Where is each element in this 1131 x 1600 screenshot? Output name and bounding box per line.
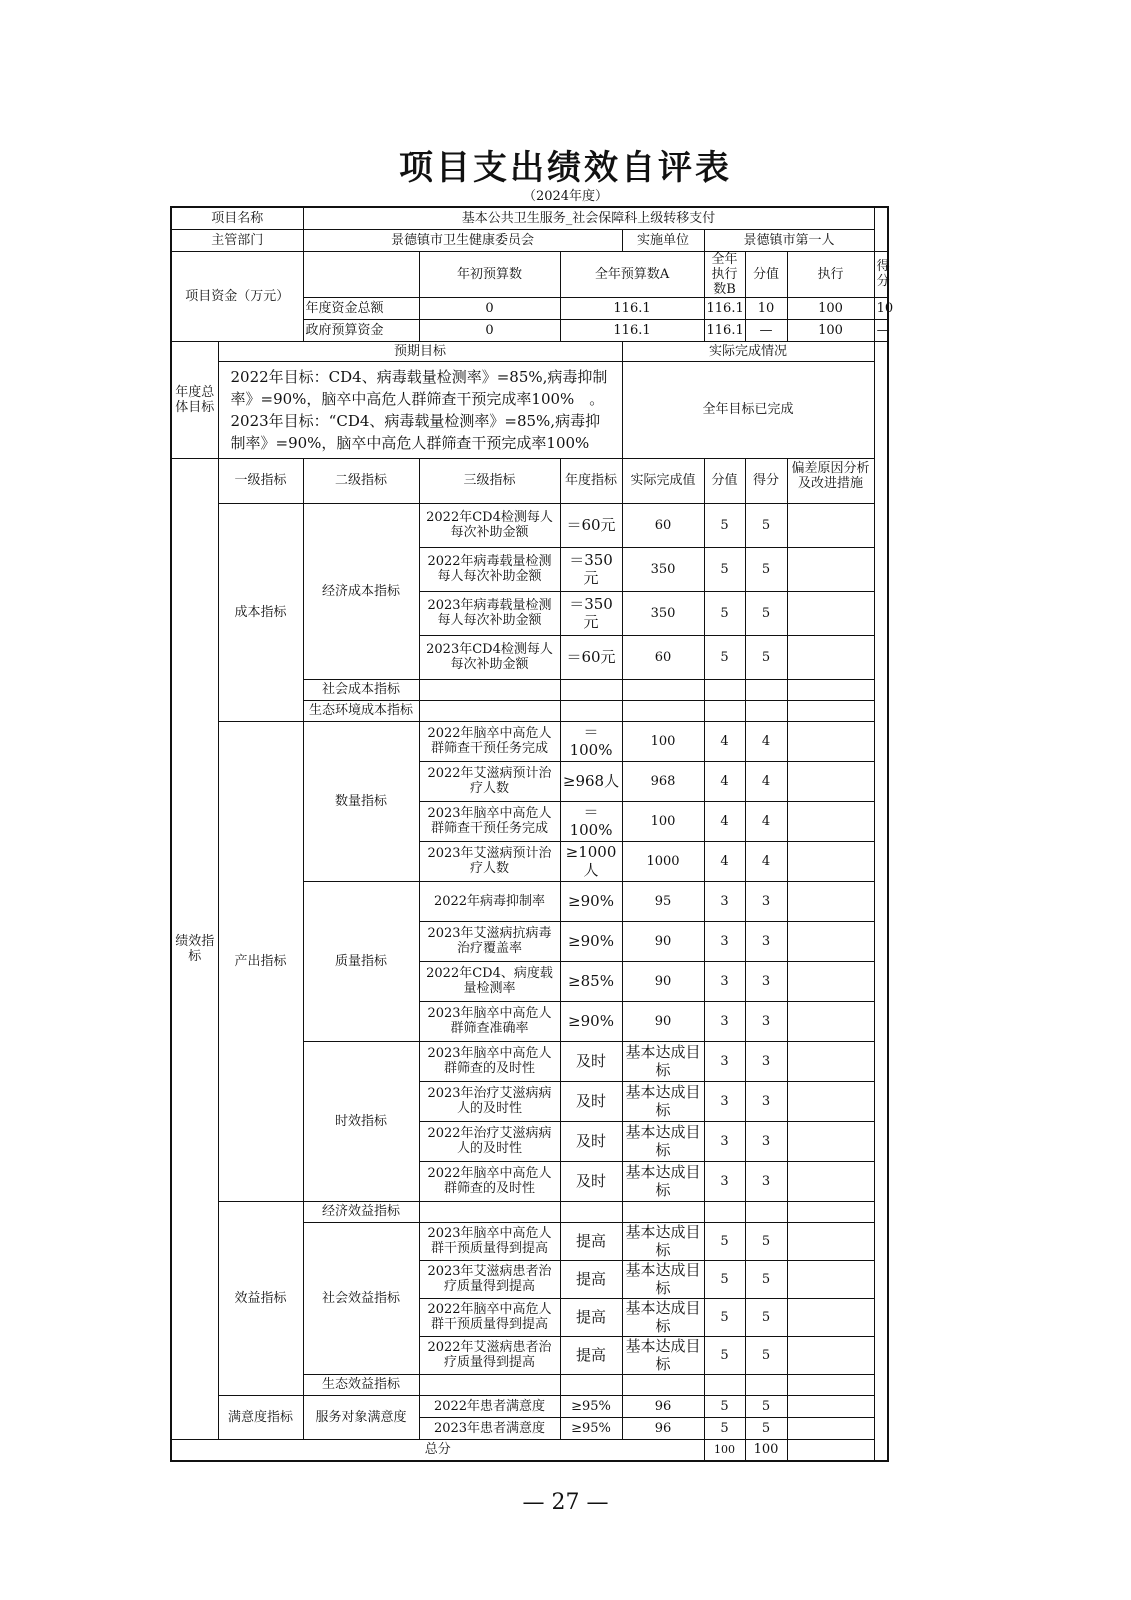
total-score: 100 — [745, 1439, 787, 1461]
score: 4 — [745, 721, 787, 761]
header-actual: 实际完成值 — [622, 458, 704, 503]
annual-target: ＝100% — [560, 801, 622, 841]
empty-cell — [419, 679, 560, 700]
level3-indicator: 2023年脑卒中高危人群干预质量得到提高 — [419, 1222, 560, 1260]
score: 3 — [745, 961, 787, 1001]
actual-value: 350 — [622, 591, 704, 635]
score-value: 3 — [704, 1121, 745, 1161]
score: 3 — [745, 1081, 787, 1121]
actual-value: 90 — [622, 961, 704, 1001]
actual-value: 350 — [622, 547, 704, 591]
score: 3 — [745, 1041, 787, 1081]
dept-value: 景德镇市卫生健康委员会 — [303, 229, 622, 251]
empty-cell — [704, 1201, 745, 1222]
empty-cell — [704, 1374, 745, 1395]
deviation-analysis — [787, 1001, 874, 1041]
actual-value: 基本达成目标 — [622, 1161, 704, 1201]
funds-initial: 0 — [419, 319, 560, 341]
performance-label: 绩效指标 — [171, 458, 218, 1439]
level3-indicator: 2022年患者满意度 — [419, 1395, 560, 1417]
level3-indicator: 2023年治疗艾滋病病人的及时性 — [419, 1081, 560, 1121]
annual-target: 提高 — [560, 1260, 622, 1298]
score: 4 — [745, 841, 787, 881]
empty-cell — [560, 1201, 622, 1222]
score-value: 5 — [704, 503, 745, 547]
level2-indicator: 经济效益指标 — [303, 1201, 419, 1222]
deviation-analysis — [787, 635, 874, 679]
level3-indicator: 2023年病毒载量检测每人每次补助金额 — [419, 591, 560, 635]
deviation-analysis — [787, 921, 874, 961]
empty-cell — [745, 1374, 787, 1395]
score-value: 4 — [704, 721, 745, 761]
score: 5 — [745, 1417, 787, 1439]
deviation-analysis — [787, 1222, 874, 1260]
deviation-analysis — [787, 1260, 874, 1298]
empty-indicator-row — [171, 1201, 888, 1222]
actual-value: 100 — [622, 721, 704, 761]
empty-cell — [787, 679, 874, 700]
deviation-analysis — [787, 1041, 874, 1081]
actual-value: 基本达成目标 — [622, 1081, 704, 1121]
score-value: 3 — [704, 1081, 745, 1121]
annual-target: ＝60元 — [560, 503, 622, 547]
annual-target: 及时 — [560, 1121, 622, 1161]
score-value: 5 — [704, 547, 745, 591]
level3-indicator: 2023年脑卒中高危人群筛查的及时性 — [419, 1041, 560, 1081]
funds-header-initial: 年初预算数 — [419, 251, 560, 297]
score: 5 — [745, 1298, 787, 1336]
level3-indicator: 2023年CD4检测每人每次补助金额 — [419, 635, 560, 679]
level1-indicator: 成本指标 — [218, 503, 303, 721]
score-value: 5 — [704, 1298, 745, 1336]
score: 5 — [745, 1336, 787, 1374]
actual-value: 90 — [622, 1001, 704, 1041]
actual-value: 基本达成目标 — [622, 1041, 704, 1081]
actual-value: 60 — [622, 635, 704, 679]
score: 5 — [745, 591, 787, 635]
score-value: 5 — [704, 635, 745, 679]
deviation-analysis — [787, 1336, 874, 1374]
annual-target: ≥95% — [560, 1417, 622, 1439]
table-row — [171, 503, 888, 547]
level3-indicator: 2023年脑卒中高危人群筛查干预任务完成 — [419, 801, 560, 841]
header-level3: 三级指标 — [419, 458, 560, 503]
level3-indicator: 2022年脑卒中高危人群筛查的及时性 — [419, 1161, 560, 1201]
funds-header-executed: 全年执行数B — [704, 251, 745, 297]
header-level2: 二级指标 — [303, 458, 419, 503]
funds-row-label: 政府预算资金 — [303, 319, 419, 341]
score: 5 — [745, 1222, 787, 1260]
funds-budget: 116.1 — [560, 319, 704, 341]
deviation-analysis — [787, 503, 874, 547]
deviation-analysis — [787, 547, 874, 591]
score: 4 — [745, 801, 787, 841]
actual-value: 968 — [622, 761, 704, 801]
empty-cell — [704, 679, 745, 700]
annual-target: 及时 — [560, 1081, 622, 1121]
header-score: 得分 — [745, 458, 787, 503]
funds-score: 10 — [874, 297, 888, 319]
deviation-analysis — [787, 1161, 874, 1201]
empty-cell — [622, 1374, 704, 1395]
level3-indicator: 2023年艾滋病抗病毒治疗覆盖率 — [419, 921, 560, 961]
score: 3 — [745, 881, 787, 921]
score-value: 3 — [704, 1161, 745, 1201]
empty-cell — [622, 1201, 704, 1222]
score: 3 — [745, 1001, 787, 1041]
score-value: 5 — [704, 1336, 745, 1374]
annual-target: ≥90% — [560, 921, 622, 961]
score-value: 4 — [704, 801, 745, 841]
funds-label: 项目资金（万元） — [171, 251, 303, 341]
funds-score: — — [874, 319, 888, 341]
score-value: 5 — [704, 1417, 745, 1439]
empty-cell — [787, 1374, 874, 1395]
header-level1: 一级指标 — [218, 458, 303, 503]
actual-result-label: 实际完成情况 — [622, 341, 874, 361]
annual-target: ≥90% — [560, 1001, 622, 1041]
score: 3 — [745, 921, 787, 961]
total-label: 总分 — [171, 1439, 704, 1461]
annual-target: 及时 — [560, 1161, 622, 1201]
score: 3 — [745, 1161, 787, 1201]
level2-indicator: 数量指标 — [303, 721, 419, 881]
total-value: 100 — [704, 1439, 745, 1461]
level2-indicator: 生态效益指标 — [303, 1374, 419, 1395]
score-value: 3 — [704, 921, 745, 961]
impl-value: 景德镇市第一人 — [704, 229, 874, 251]
annual-target: ＝350元 — [560, 547, 622, 591]
annual-target: ＝350元 — [560, 591, 622, 635]
score: 5 — [745, 547, 787, 591]
deviation-analysis — [787, 1417, 874, 1439]
level1-indicator: 效益指标 — [218, 1201, 303, 1395]
level2-indicator: 服务对象满意度 — [303, 1395, 419, 1439]
total-row — [171, 1439, 888, 1461]
empty-cell — [622, 700, 704, 721]
funds-row-label: 年度资金总额 — [303, 297, 419, 319]
annual-target: 提高 — [560, 1222, 622, 1260]
level3-indicator: 2023年患者满意度 — [419, 1417, 560, 1439]
total-deviation — [787, 1439, 874, 1461]
funds-header-budget: 全年预算数A — [560, 251, 704, 297]
annual-target: ≥95% — [560, 1395, 622, 1417]
level3-indicator: 2022年CD4检测每人每次补助金额 — [419, 503, 560, 547]
project-name-label: 项目名称 — [171, 207, 303, 229]
funds-exec-rate: 100 — [787, 319, 874, 341]
header-deviation: 偏差原因分析及改进措施 — [791, 460, 870, 491]
actual-value: 90 — [622, 921, 704, 961]
score-value: 3 — [704, 881, 745, 921]
deviation-analysis — [787, 761, 874, 801]
level3-indicator: 2023年脑卒中高危人群筛查准确率 — [419, 1001, 560, 1041]
funds-executed: 116.1 — [704, 297, 745, 319]
score-value: 4 — [704, 761, 745, 801]
annual-target: ≥968人 — [560, 761, 622, 801]
score-value: 4 — [704, 841, 745, 881]
score-value: 5 — [704, 1260, 745, 1298]
deviation-analysis — [787, 841, 874, 881]
actual-value: 96 — [622, 1395, 704, 1417]
level2-indicator: 社会成本指标 — [303, 679, 419, 700]
funds-executed: 116.1 — [704, 319, 745, 341]
actual-value: 基本达成目标 — [622, 1121, 704, 1161]
funds-header-score-value: 分值 — [745, 251, 787, 297]
report-year: （2024年度） — [522, 189, 609, 204]
score-value: 5 — [704, 1395, 745, 1417]
actual-value: 基本达成目标 — [622, 1260, 704, 1298]
annual-target: ≥90% — [560, 881, 622, 921]
level3-indicator: 2022年脑卒中高危人群筛查干预任务完成 — [419, 721, 560, 761]
empty-cell — [419, 1201, 560, 1222]
score-value: 3 — [704, 961, 745, 1001]
page-title: 项目支出绩效自评表 — [399, 148, 732, 188]
actual-value: 100 — [622, 801, 704, 841]
score: 4 — [745, 761, 787, 801]
actual-value: 基本达成目标 — [622, 1298, 704, 1336]
actual-value: 60 — [622, 503, 704, 547]
deviation-analysis — [787, 1121, 874, 1161]
empty-cell — [745, 679, 787, 700]
project-name: 基本公共卫生服务_社会保障科上级转移支付 — [303, 207, 874, 229]
actual-value: 95 — [622, 881, 704, 921]
header-value: 分值 — [704, 458, 745, 503]
score: 5 — [745, 635, 787, 679]
level1-indicator: 满意度指标 — [218, 1395, 303, 1439]
annual-target: ≥1000人 — [560, 841, 622, 881]
level2-indicator: 生态环境成本指标 — [303, 700, 419, 721]
empty-cell — [560, 679, 622, 700]
expected-goal-text: 2022年目标：CD4、病毒载量检测率》=85%,病毒抑制率》=90%，脑卒中高危人群筛查干预完成率100% 。 2023年目标：“CD4、病毒载量检测率》=85%,病毒抑制率》=90%，脑卒中高危人群筛查干预完成率100% — [230, 367, 627, 452]
empty-cell — [622, 679, 704, 700]
annual-target: 提高 — [560, 1298, 622, 1336]
empty-cell — [745, 1201, 787, 1222]
deviation-analysis — [787, 591, 874, 635]
deviation-analysis — [787, 1081, 874, 1121]
level2-indicator: 质量指标 — [303, 881, 419, 1041]
score-value: 3 — [704, 1001, 745, 1041]
level2-indicator: 经济成本指标 — [303, 503, 419, 679]
actual-value: 基本达成目标 — [622, 1222, 704, 1260]
level3-indicator: 2023年艾滋病患者治疗质量得到提高 — [419, 1260, 560, 1298]
empty-cell — [787, 1201, 874, 1222]
funds-header-score: 得分 — [874, 251, 888, 297]
score: 3 — [745, 1121, 787, 1161]
annual-target: ≥85% — [560, 961, 622, 1001]
page-number: — 27 — — [522, 1490, 609, 1515]
level3-indicator: 2022年病毒抑制率 — [419, 881, 560, 921]
level3-indicator: 2022年CD4、病度载量检测率 — [419, 961, 560, 1001]
score: 5 — [745, 1260, 787, 1298]
deviation-analysis — [787, 721, 874, 761]
empty-cell — [787, 700, 874, 721]
level2-indicator: 时效指标 — [303, 1041, 419, 1201]
score-value: 5 — [704, 1222, 745, 1260]
empty-cell — [704, 700, 745, 721]
dept-label: 主管部门 — [171, 229, 303, 251]
funds-exec-rate: 100 — [787, 297, 874, 319]
empty-cell — [419, 1374, 560, 1395]
annual-target: ＝100% — [560, 721, 622, 761]
annual-target: ＝60元 — [560, 635, 622, 679]
table-row — [171, 1395, 888, 1417]
goals-label: 年度总体目标 — [171, 341, 218, 458]
funds-initial: 0 — [419, 297, 560, 319]
score-value: 3 — [704, 1041, 745, 1081]
funds-header-exec-rate: 执行 — [787, 251, 874, 297]
level1-indicator: 产出指标 — [218, 721, 303, 1201]
funds-score-value: — — [745, 319, 787, 341]
annual-target: 及时 — [560, 1041, 622, 1081]
deviation-analysis — [787, 1298, 874, 1336]
funds-score-value: 10 — [745, 297, 787, 319]
empty-cell — [560, 700, 622, 721]
header-target: 年度指标 — [560, 458, 622, 503]
level3-indicator: 2023年艾滋病预计治疗人数 — [419, 841, 560, 881]
score: 5 — [745, 503, 787, 547]
empty-cell — [560, 1374, 622, 1395]
deviation-analysis — [787, 801, 874, 841]
empty-cell — [745, 700, 787, 721]
funds-budget: 116.1 — [560, 297, 704, 319]
actual-value: 1000 — [622, 841, 704, 881]
deviation-analysis — [787, 1395, 874, 1417]
annual-target: 提高 — [560, 1336, 622, 1374]
level3-indicator: 2022年病毒载量检测每人每次补助金额 — [419, 547, 560, 591]
deviation-analysis — [787, 961, 874, 1001]
deviation-analysis — [787, 881, 874, 921]
level3-indicator: 2022年艾滋病预计治疗人数 — [419, 761, 560, 801]
performance-table — [170, 206, 894, 1462]
actual-value: 基本达成目标 — [622, 1336, 704, 1374]
empty-cell — [419, 700, 560, 721]
expected-goal-label: 预期目标 — [218, 341, 622, 361]
level3-indicator: 2022年艾滋病患者治疗质量得到提高 — [419, 1336, 560, 1374]
funds-blank-header — [303, 251, 419, 297]
score-value: 5 — [704, 591, 745, 635]
level3-indicator: 2022年脑卒中高危人群干预质量得到提高 — [419, 1298, 560, 1336]
table-row — [171, 721, 888, 761]
actual-result-text: 全年目标已完成 — [622, 361, 874, 458]
level2-indicator: 社会效益指标 — [303, 1222, 419, 1374]
impl-label: 实施单位 — [622, 229, 704, 251]
actual-value: 96 — [622, 1417, 704, 1439]
level3-indicator: 2022年治疗艾滋病病人的及时性 — [419, 1121, 560, 1161]
score: 5 — [745, 1395, 787, 1417]
